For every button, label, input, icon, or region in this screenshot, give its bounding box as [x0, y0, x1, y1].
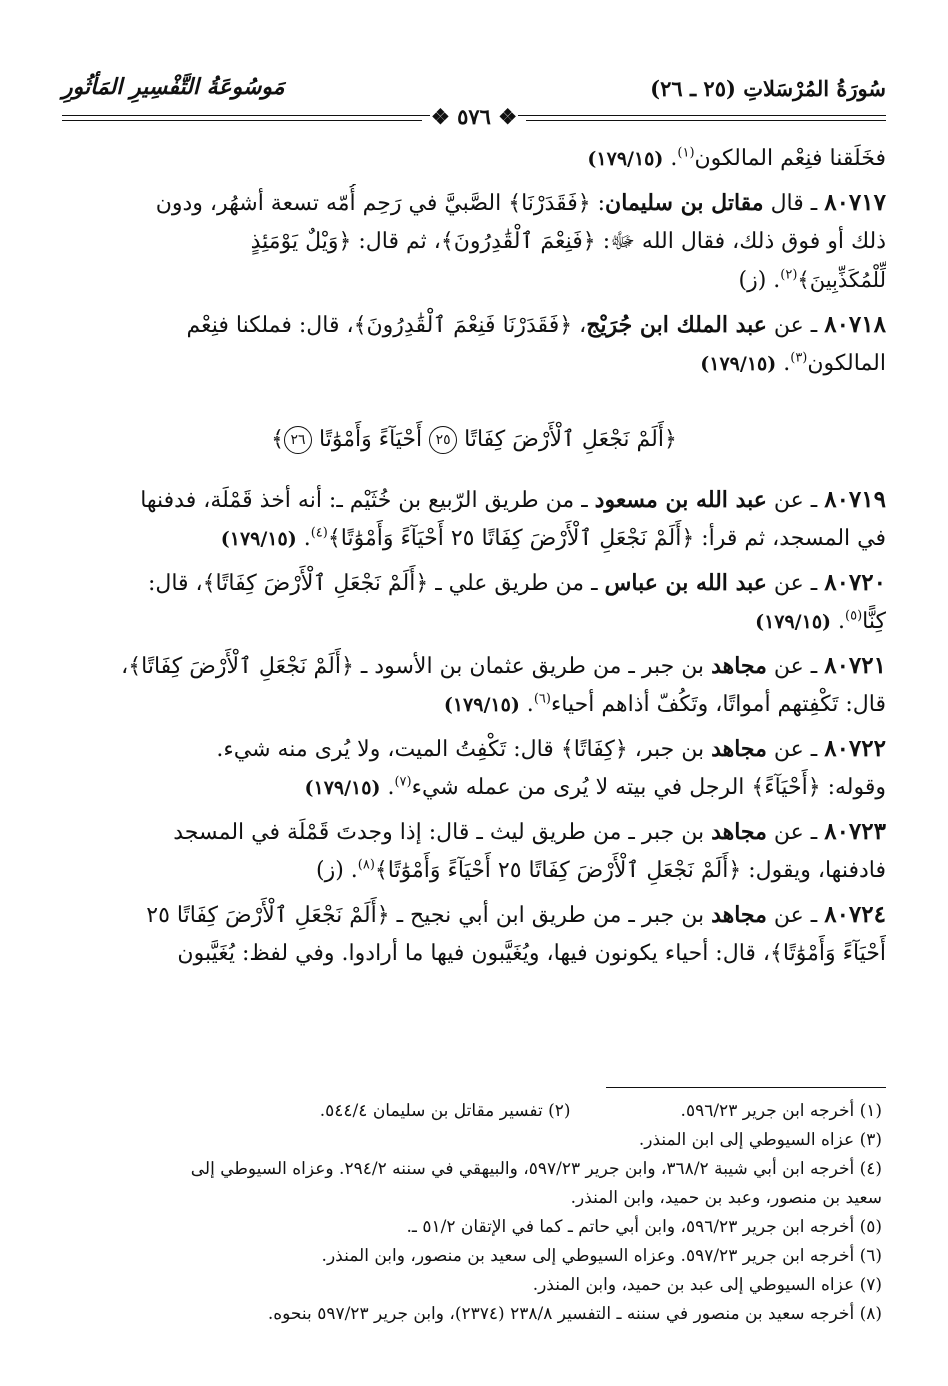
- text: ـ قال: [763, 191, 825, 216]
- intro-text: فخَلَقنا فنِعْم المالكون: [694, 146, 886, 171]
- narration-number: ٨٠٧١٧: [824, 189, 886, 216]
- text: المالكون: [807, 351, 886, 376]
- footnote-7: (٧) عزاه السيوطي إلى عبد بن حميد، وابن المنذر.: [532, 1275, 882, 1295]
- narration-80720: ٨٠٧٢٠ ـ عن عبد الله بن عباس ـ من طريق علي ـ ﴿أَلَمْ نَجْعَلِ ٱلْأَرْضَ كِفَاتًا﴾، قال: كِنًّا$^{(٥)}$. (١٧٩/١٥): [147, 569, 886, 634]
- narration-number: ٨٠٧١٨: [824, 311, 886, 338]
- footnote-3: (٣) عزاه السيوطي إلى ابن المنذر.: [638, 1130, 882, 1150]
- footnote-1: (١) أخرجه ابن جرير ٥٩٦/٢٣.: [680, 1101, 882, 1121]
- narrator-name: عبد الملك ابن جُرَيْج: [586, 312, 767, 338]
- narration-80723: [62, 813, 886, 890]
- narrator-name: عبد الله بن مسعود: [594, 487, 767, 513]
- narration-80719: ٨٠٧١٩ ـ عن عبد الله بن مسعود ـ من طريق الرّبيع بن خُثَيْم ـ: أنه أخذ قَمْلَة، فدفنها في المسجد، ثم قرأ: ﴿أَلَمْ نَجْعَلِ ٱلْأَرْضَ كِفَاتًا ٢٥ أَحْيَآءً وَأَمْوَٰتًا﴾$^{(٤)}$. (١٧٩/١٥): [140, 486, 886, 551]
- text: قال: تَكْفِتهم أمواتًا، وتَكُفّ أذاهم أحياء: [550, 692, 886, 717]
- footnote-5: (٥) أخرجه ابن جرير ٥٩٦/٢٣، وابن أبي حاتم ـ كما في الإتقان ٥١/٢ ـ.: [406, 1217, 882, 1237]
- text: كِنًّا: [862, 609, 886, 634]
- narrator-name: مجاهد: [711, 653, 767, 679]
- footnote-2: (٢) تفسير مقاتل بن سليمان ٥٤٤/٤.: [319, 1101, 571, 1121]
- footnote-marker: (٨): [357, 857, 375, 873]
- footnote-marker: (٤): [310, 525, 328, 541]
- page-header: [62, 68, 886, 129]
- text: ـ عن: [766, 903, 825, 928]
- book-title: مَوسُوعَةُ التَّفْسِيرِ المَأثُورِ: [62, 74, 285, 100]
- footnote-marker: (٢): [780, 267, 798, 283]
- verse-text: ﴿أَلَمْ نَجْعَلِ ٱلْأَرْضَ كِفَاتًا: [464, 427, 677, 452]
- narration-number: ٨٠٧٢٠: [824, 569, 886, 596]
- ayah-number-marker: ٢٦: [284, 426, 312, 454]
- footnote-separator: [606, 1087, 886, 1088]
- page-number-ornament: [62, 104, 886, 129]
- footnote-marker: (٧): [394, 774, 412, 790]
- text: ـ عن: [766, 571, 825, 596]
- text: بن جبر ـ من طريق ابن أبي نجيح ـ ﴿أَلَمْ نَجْعَلِ ٱلْأَرْضَ كِفَاتًا ٢٥: [146, 903, 712, 928]
- reference: (١٧٩/١٥): [443, 694, 520, 716]
- footnote-marker: (٥): [845, 608, 863, 624]
- text: : ﴿فَقَدَرْنَا﴾ الصَّبيَّ في رَحِم أُمّه تسعة أشهُر، ودون: [155, 191, 606, 216]
- text: ـ عن: [766, 654, 825, 679]
- text: بن جبر، ﴿كِفَاتًا﴾ قال: تَكْفِتُ الميت، ولا يُرى منه شيء.: [216, 737, 712, 762]
- text-line: ذلك أو فوق ذلك، فقال الله ﷻ: ﴿فَنِعْمَ ٱلْقَٰدِرُونَ﴾، ثم قال: ﴿وَيْلٌ يَوْمَئِذٍ: [250, 229, 886, 254]
- ayah-heading: [62, 421, 886, 459]
- footnote-4-line1: (٤) أخرجه ابن أبي شيبة ٣٦٨/٢، وابن جرير ٥٩٧/٢٣، والبيهقي في سننه ٢٩٤/٢. وعزاه السيوطي إلى: [190, 1159, 882, 1179]
- text: وقوله: ﴿أَحْيَآءً﴾ الرجل في بيته لا يُرى من عمله شيء: [411, 775, 886, 800]
- narration-number: ٨٠٧٢١: [824, 652, 886, 679]
- text: في المسجد، ثم قرأ: ﴿أَلَمْ نَجْعَلِ ٱلْأَرْضَ كِفَاتًا ٢٥ أَحْيَآءً وَأَمْوَٰتًا﴾: [327, 526, 886, 551]
- footnote-6: (٦) أخرجه ابن جرير ٥٩٧/٢٣. وعزاه السيوطي إلى سعيد بن منصور، وابن المنذر.: [321, 1246, 882, 1266]
- text: فادفنها، ويقول: ﴿أَلَمْ نَجْعَلِ ٱلْأَرْضَ كِفَاتًا ٢٥ أَحْيَآءً وَأَمْوَٰتًا﴾: [374, 858, 886, 883]
- narration-number: ٨٠٧٢٣: [824, 818, 886, 845]
- verse-bracket: ﴾: [271, 427, 285, 452]
- text-line: أَحْيَآءً وَأَمْوَٰتًا﴾، قال: أحياء يكونون فيها، ويُغَيَّبون فيها ما أرادوا. وفي لفظ: يُغَيَّبون: [177, 941, 886, 966]
- reference: (١٧٩/١٥): [755, 611, 832, 633]
- narrator-name: عبد الله بن عباس: [604, 570, 767, 596]
- page-body: [62, 140, 886, 979]
- text: ـ من طريق الرّبيع بن خُثَيْم ـ: أنه أخذ قَمْلَة، فدفنها: [140, 488, 595, 513]
- narration-number: ٨٠٧٢٤: [824, 901, 886, 928]
- reference: (١٧٩/١٥): [304, 777, 381, 799]
- verse-text: لِّلْمُكَذِّبِينَ﴾: [797, 268, 886, 292]
- footnote-marker: (٣): [790, 350, 808, 366]
- footnote-8: (٨) أخرجه سعيد بن منصور في سننه ـ التفسير ٢٣٨/٨ (٢٣٧٤)، وابن جرير ٥٩٧/٢٣ بنحوه.: [267, 1304, 882, 1324]
- narration-number: ٨٠٧٢٢: [824, 735, 886, 762]
- narrator-name: مجاهد: [711, 736, 767, 762]
- text: . (ز): [738, 268, 781, 293]
- verse-text: أَحْيَآءً وَأَمْوَٰتًا: [319, 427, 423, 452]
- narration-80721: ٨٠٧٢١ ـ عن مجاهد بن جبر ـ من طريق عثمان بن الأسود ـ ﴿أَلَمْ نَجْعَلِ ٱلْأَرْضَ كِفَاتًا﴾، قال: تَكْفِتهم أمواتًا، وتَكُفّ أذاهم أحياء$^{(٦)}$. (١٧٩/١٥): [121, 652, 886, 717]
- narrator-name: مقاتل بن سليمان: [605, 190, 764, 216]
- footnotes: [62, 1097, 882, 1329]
- narrator-name: مجاهد: [711, 902, 767, 928]
- text: بن جبر ـ من طريق عثمان بن الأسود ـ ﴿أَلَمْ نَجْعَلِ ٱلْأَرْضَ كِفَاتًا﴾،: [121, 654, 712, 679]
- reference: (١٧٩/١٥): [587, 148, 664, 170]
- ayah-number-marker: ٢٥: [429, 426, 457, 454]
- footnote-marker: (٦): [533, 691, 551, 707]
- text: ، ﴿فَقَدَرْنَا فَنِعْمَ ٱلْقَٰدِرُونَ﴾، قال: فملكنا فنِعْم: [186, 313, 587, 338]
- text: ـ عن: [766, 313, 825, 338]
- surah-title: سُورَةُ المُرْسَلاتِ (٢٥ ـ ٢٦): [650, 76, 886, 101]
- text: ـ عن: [766, 820, 825, 845]
- narration-80717: [62, 184, 886, 300]
- text: . (ز): [315, 858, 358, 883]
- page-number: ٥٧٦: [457, 104, 491, 129]
- ornament-left: ❖: [430, 104, 458, 129]
- text: بن جبر ـ من طريق ليث ـ قال: إذا وجدتَ قَمْلَة في المسجد: [173, 820, 712, 845]
- text: ـ عن: [766, 737, 825, 762]
- narrator-name: مجاهد: [711, 819, 767, 845]
- intro-paragraph: فخَلَقنا فنِعْم المالكون$^{(١)}$. (١٧٩/١٥): [587, 145, 886, 171]
- footnote-4-line2: سعيد بن منصور، وعبد بن حميد، وابن المنذر.: [570, 1188, 882, 1208]
- text: ـ عن: [766, 488, 825, 513]
- ornament-right: ❖: [490, 104, 518, 129]
- narration-80722: ٨٠٧٢٢ ـ عن مجاهد بن جبر، ﴿كِفَاتًا﴾ قال: تَكْفِتُ الميت، ولا يُرى منه شيء. وقوله: ﴿أَحْيَآءً﴾ الرجل في بيته لا يُرى من عمله شيء$^{(٧)}$. (١٧٩/١٥): [216, 735, 886, 800]
- narration-80724: [62, 896, 886, 973]
- reference: (١٧٩/١٥): [700, 353, 777, 375]
- narration-80718: ٨٠٧١٨ ـ عن عبد الملك ابن جُرَيْج، ﴿فَقَدَرْنَا فَنِعْمَ ٱلْقَٰدِرُونَ﴾، قال: فملكنا فنِعْم المالكون$^{(٣)}$. (١٧٩/١٥): [186, 311, 886, 376]
- footnote-marker: (١): [677, 145, 695, 161]
- reference: (١٧٩/١٥): [220, 528, 297, 550]
- narration-number: ٨٠٧١٩: [824, 486, 886, 513]
- text: ـ من طريق علي ـ ﴿أَلَمْ نَجْعَلِ ٱلْأَرْضَ كِفَاتًا﴾، قال:: [147, 571, 605, 596]
